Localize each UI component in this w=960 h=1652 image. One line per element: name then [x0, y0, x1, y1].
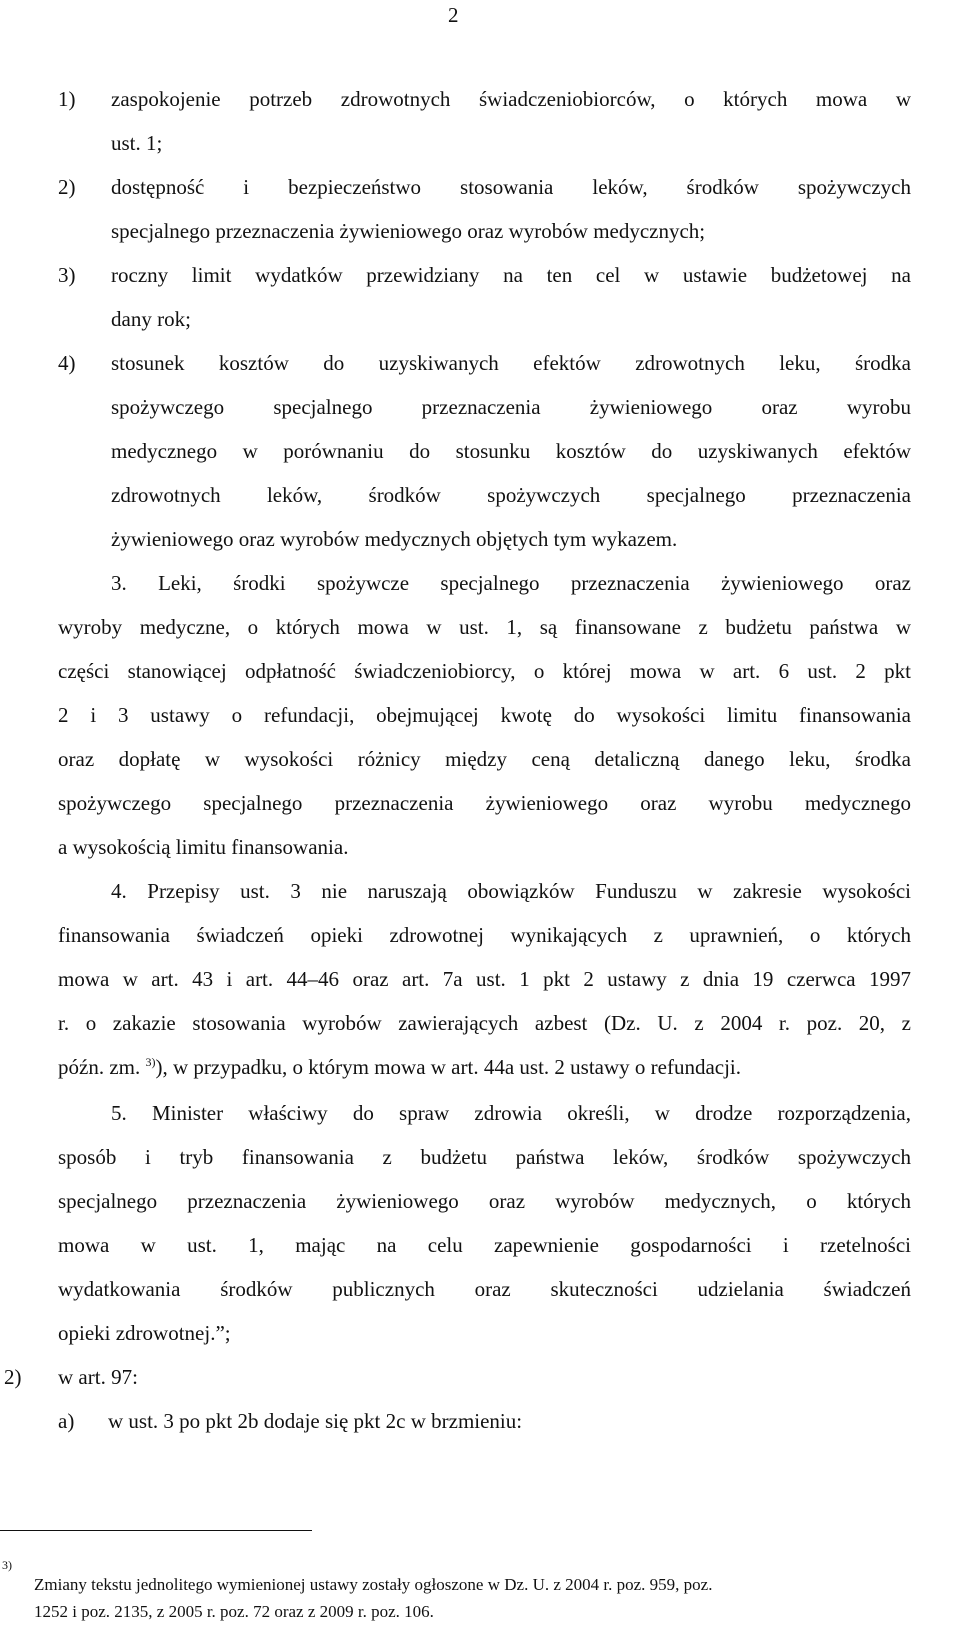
list-item-number: 1) [58, 87, 76, 111]
list-item-line: roczny limit wydatków przewidziany na ten cel w ustawie budżetowej na [111, 263, 911, 287]
list-item-line: stosunek kosztów do uzyskiwanych efektów zdrowotnych leku, środka [111, 351, 911, 375]
text-span: późn. zm. [58, 1055, 141, 1079]
paragraph-line: sposób i tryb finansowania z budżetu państwa leków, środków spożywczych [58, 1145, 911, 1169]
footnote-mark: 3) [2, 1558, 12, 1572]
list-item-number: 2) [4, 1365, 22, 1389]
list-item-line: medycznego w porównaniu do stosunku kosztów do uzyskiwanych efektów [111, 439, 911, 463]
paragraph-line: 2 i 3 ustawy o refundacji, obejmującej kwotę do wysokości limitu finansowania [58, 703, 911, 727]
list-item-line: specjalnego przeznaczenia żywieniowego oraz wyrobów medycznych; [111, 219, 706, 243]
paragraph-line: części stanowiącej odpłatność świadczeniobiorcy, o której mowa w art. 6 ust. 2 pkt [58, 659, 911, 683]
paragraph-line: 3. Leki, środki spożywcze specjalnego przeznaczenia żywieniowego oraz [111, 571, 911, 595]
footnote-separator [0, 1530, 312, 1531]
list-item-line: zaspokojenie potrzeb zdrowotnych świadczeniobiorców, o których mowa w [111, 87, 911, 111]
paragraph-line [58, 1057, 741, 1078]
list-item-number: 4) [58, 351, 76, 375]
paragraph-line: mowa w art. 43 i art. 44–46 oraz art. 7a ust. 1 pkt 2 ustawy z dnia 19 czerwca 1997 [58, 967, 911, 991]
paragraph-line: wyroby medyczne, o których mowa w ust. 1, są finansowane z budżetu państwa w [58, 615, 911, 639]
paragraph-line: specjalnego przeznaczenia żywieniowego oraz wyrobów medycznych, o których [58, 1189, 911, 1213]
list-item-line: dostępność i bezpieczeństwo stosowania leków, środków spożywczych [111, 175, 911, 199]
footnote-line: 1252 i poz. 2135, z 2005 r. poz. 72 oraz z 2009 r. poz. 106. [34, 1602, 434, 1621]
text-span: ), w przypadku, o którym mowa w art. 44a ust. 2 ustawy o refundacji. [155, 1055, 742, 1079]
paragraph-line: oraz dopłatę w wysokości różnicy między ceną detaliczną danego leku, środka [58, 747, 911, 771]
paragraph-line: opieki zdrowotnej.”; [58, 1321, 231, 1345]
list-item-line: żywieniowego oraz wyrobów medycznych objętych tym wykazem. [111, 527, 678, 551]
paragraph-line: r. o zakazie stosowania wyrobów zawierających azbest (Dz. U. z 2004 r. poz. 20, z [58, 1011, 911, 1035]
list-item-number: 3) [58, 263, 76, 287]
footnote-reference[interactable]: 3) [145, 1055, 156, 1069]
paragraph-line: mowa w ust. 1, mając na celu zapewnienie gospodarności i rzetelności [58, 1233, 911, 1257]
paragraph-line: 4. Przepisy ust. 3 nie naruszają obowiązków Funduszu w zakresie wysokości [111, 879, 911, 903]
paragraph-line: a wysokością limitu finansowania. [58, 835, 349, 859]
page-number: 2 [448, 3, 459, 27]
list-item-line: zdrowotnych leków, środków spożywczych specjalnego przeznaczenia [111, 483, 911, 507]
list-item-number: a) [58, 1409, 75, 1433]
paragraph-line: 5. Minister właściwy do spraw zdrowia określi, w drodze rozporządzenia, [111, 1101, 911, 1125]
paragraph-line: wydatkowania środków publicznych oraz skuteczności udzielania świadczeń [58, 1277, 911, 1301]
list-item-number: 2) [58, 175, 76, 199]
footnote-line: Zmiany tekstu jednolitego wymienionej ustawy zostały ogłoszone w Dz. U. z 2004 r. poz. 959, poz. [34, 1575, 713, 1594]
paragraph-line: finansowania świadczeń opieki zdrowotnej wynikających z uprawnień, o których [58, 923, 911, 947]
list-item-line: w ust. 3 po pkt 2b dodaje się pkt 2c w brzmieniu: [108, 1409, 523, 1433]
list-item-line: spożywczego specjalnego przeznaczenia żywieniowego oraz wyrobu [111, 395, 911, 419]
paragraph-line: spożywczego specjalnego przeznaczenia żywieniowego oraz wyrobu medycznego [58, 791, 911, 815]
list-item-line: dany rok; [111, 307, 191, 331]
list-item-line: w art. 97: [58, 1365, 138, 1389]
list-item-line: ust. 1; [111, 131, 163, 155]
